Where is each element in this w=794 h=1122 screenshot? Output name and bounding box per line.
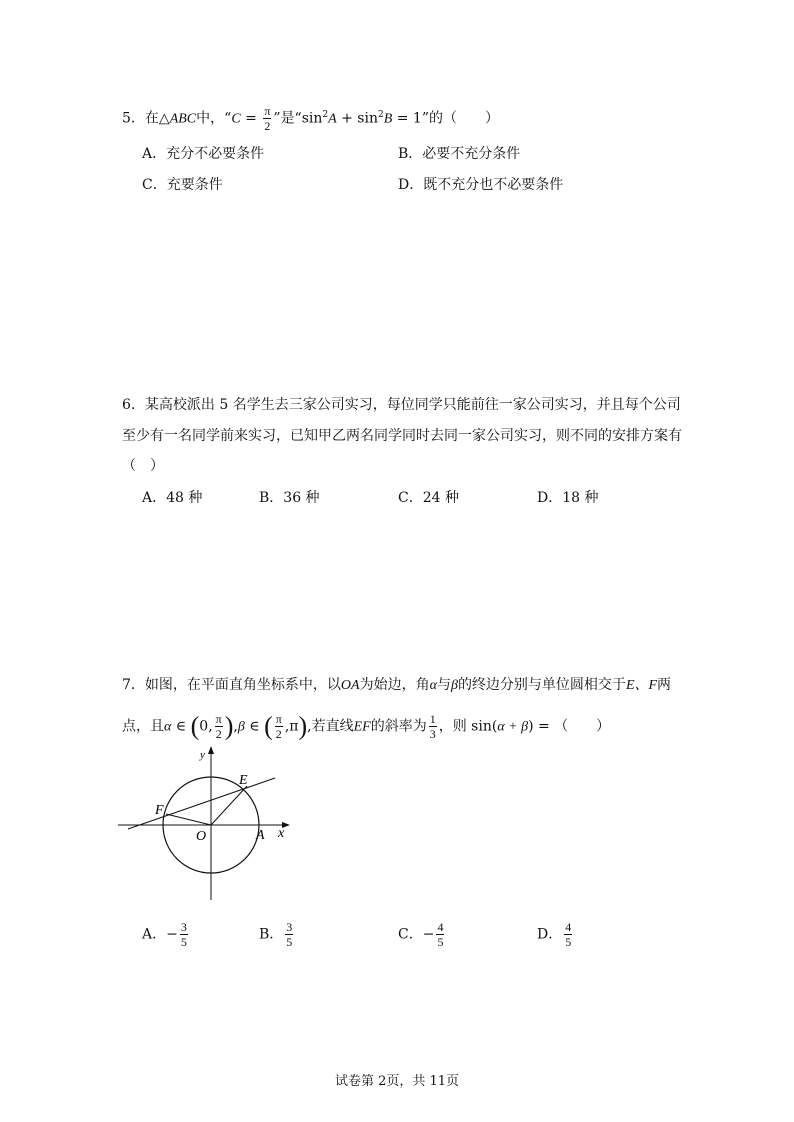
y-axis-arrow [208,746,214,754]
y-label: y [200,749,205,761]
q5-stem: 5．在△ABC中，“C = $\frac{\pi}{2}$ ”是“$\sin^2A + \sin^2B = 1$”的（ ） [122,104,499,133]
q7-option-b[interactable]: B． $\frac{3}{5}$ [259,920,293,949]
q6-option-a[interactable]: A．48 种 [142,490,203,506]
q5-option-c[interactable]: C．充要条件 [142,177,223,193]
origin-label: O [196,829,207,844]
point-e-label: E [239,773,248,788]
q5-option-b[interactable]: B．必要不充分条件 [398,146,521,162]
q5-number: 5． [122,110,145,127]
q5-option-a[interactable]: A．充分不必要条件 [142,146,265,162]
q7-option-d[interactable]: D． $\frac{4}{5}$ [537,920,572,949]
q7-line-2: 点，且α ∈ (0, $\frac{\pi}{2}$ ),β ∈ ( $\frac{\pi}{2}$ ,π),若直线EF的斜率为 $\frac{1}{3}$ ，则 sin(α + β) = （ ） [122,711,611,741]
point-a-label: A [256,828,265,843]
q6-line-1: 6．某高校派出 5 名学生去三家公司实习，每位同学只能前往一家公司实习，并且每个公司 [122,397,681,413]
q7-option-a[interactable]: A．− $\frac{3}{5}$ [142,920,187,949]
unit-circle-figure [118,742,298,902]
line-ef [128,778,275,829]
x-label: x [278,826,285,841]
q6-option-d[interactable]: D．18 种 [537,490,599,506]
q6-option-b[interactable]: B．36 种 [259,490,320,506]
q6-line-3: （ ） [122,458,164,474]
point-f-label: F [155,803,164,818]
q7-line-1: 7．如图，在平面直角坐标系中，以OA为始边，角α与β的终边分别与单位圆相交于E、F两 [122,677,672,693]
q5-pi-over-2: $\frac{\pi}{2}$ [264,104,271,133]
ray-oe [211,786,247,825]
q6-line-2: 至少有一名同学前来实习，已知甲乙两名同学同时去同一家公司实习，则不同的安排方案有 [122,428,682,444]
ray-of [166,814,211,825]
page-footer: 试卷第 2页，共 11页 [334,1074,460,1089]
q6-option-c[interactable]: C．24 种 [398,490,459,506]
q5-option-d[interactable]: D．既不充分也不必要条件 [398,177,564,193]
q7-option-c[interactable]: C．− $\frac{4}{5}$ [398,920,444,949]
